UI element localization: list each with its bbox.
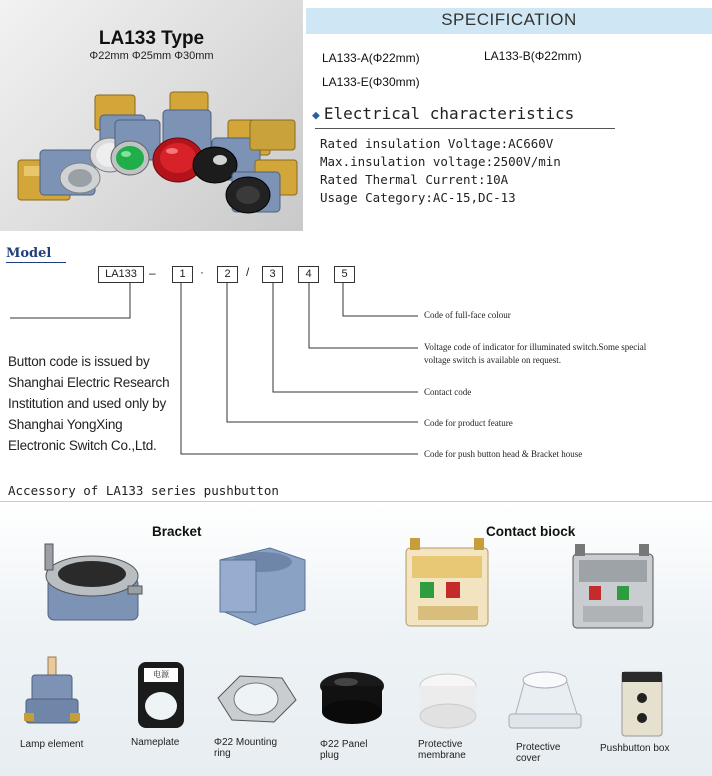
button-code-note-line-5: Electronic Switch Co.,Ltd. [8, 438, 157, 453]
electrical-characteristics-heading [312, 104, 574, 123]
mounting-ring-label-2: ring [214, 748, 231, 759]
nameplate-label: Nameplate [131, 737, 180, 748]
button-code-note-line-2: Shanghai Electric Research [8, 375, 170, 390]
model-variant-a: LA133-A(Φ22mm) [322, 51, 420, 65]
lamp-element-label: Lamp element [20, 739, 84, 750]
protective-membrane-label-1: Protective [418, 739, 463, 750]
model-section-label: Model [6, 246, 52, 261]
button-code-note-line-1: Button code is issued by [8, 354, 150, 369]
product-type-title: LA133 Type [98, 28, 205, 49]
pushbutton-box-label: Pushbutton box [600, 743, 670, 754]
mounting-ring-image [210, 668, 300, 728]
specification-title: SPECIFICATION [441, 10, 577, 29]
model-dot: · [200, 265, 204, 279]
model-code-box-2: 2 [217, 266, 238, 283]
model-variant-e: LA133-E(Φ30mm) [322, 75, 420, 89]
pushbutton-box-image [618, 670, 666, 740]
model-label-underline [6, 262, 66, 263]
product-sizes: Φ22mm Φ25mm Φ30mm [89, 50, 214, 62]
code-desc-product-feature: Code for product feature [424, 418, 513, 428]
nameplate-tag-text: 电源 [153, 670, 169, 679]
contact-block-dark-image [565, 540, 665, 640]
model-code-box-1: 1 [172, 266, 193, 283]
electrical-characteristics-label: Electrical characteristics [323, 104, 575, 123]
spec-max-insulation-voltage: Max.insulation voltage:2500V/min [320, 154, 561, 169]
model-code-box-5: 5 [334, 266, 355, 283]
code-desc-full-face-colour: Code of full-face colour [424, 310, 511, 320]
model-slash: / [246, 265, 250, 279]
model-prefix-box: LA133 [98, 266, 144, 283]
protective-cover-label-2: cover [516, 753, 541, 764]
lamp-element-image [22, 655, 82, 735]
bracket-housing-image [210, 540, 310, 630]
bracket-title: Bracket [152, 524, 202, 539]
model-code-box-3: 3 [262, 266, 283, 283]
protective-cover-image [505, 666, 585, 736]
mounting-ring-label-1: Φ22 Mounting [214, 737, 278, 748]
bracket-ring-image [40, 536, 150, 631]
protective-cover-label-1: Protective [516, 742, 561, 753]
panel-plug-label-1: Φ22 Panel [320, 739, 368, 750]
model-variant-b: LA133-B(Φ22mm) [484, 49, 582, 63]
spec-rated-insulation-voltage: Rated insulation Voltage:AC660V [320, 136, 554, 151]
button-code-note-line-4: Shanghai YongXing [8, 417, 123, 432]
spec-usage-category: Usage Category:AC-15,DC-13 [320, 190, 516, 205]
accessory-heading: Accessory of LA133 series pushbutton [8, 483, 279, 498]
code-desc-push-button-head: Code for push button head & Bracket house [424, 449, 583, 459]
heading-underline [315, 128, 615, 129]
panel-plug-image [316, 666, 388, 732]
contact-block-clear-image [398, 536, 498, 636]
spec-rated-thermal-current: Rated Thermal Current:10A [320, 172, 509, 187]
protective-membrane-image [414, 668, 482, 734]
contact-block-title: Contact biock [486, 524, 576, 539]
code-desc-contact: Contact code [424, 387, 472, 397]
panel-plug-label-2: plug [320, 750, 339, 761]
protective-membrane-label-2: membrane [418, 750, 466, 761]
diamond-bullet-icon: ◆ [312, 108, 320, 123]
model-code-box-4: 4 [298, 266, 319, 283]
code-desc-voltage-2: voltage switch is available on request. [424, 355, 561, 365]
button-code-note-line-3: Institution and used only by [8, 396, 167, 411]
accessory-divider [0, 501, 712, 502]
code-desc-voltage-1: Voltage code of indicator for illuminated switch.Some special [424, 342, 647, 352]
model-dash: – [149, 266, 156, 280]
